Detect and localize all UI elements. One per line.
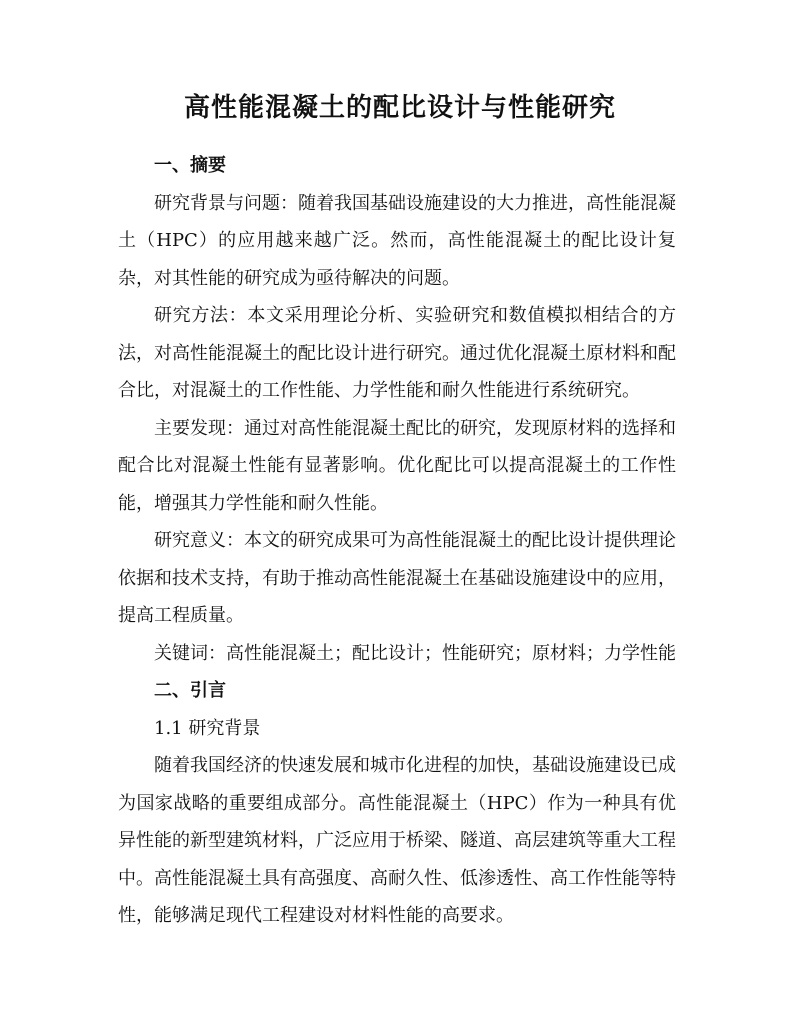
abstract-background-paragraph: 研究背景与问题：随着我国基础设施建设的大力推进，高性能混凝土（HPC）的应用越来越广泛。然而，高性能混凝土的配比设计复杂，对其性能的研究成为亟待解决的问题。 <box>118 192 677 289</box>
research-background-subheading: 1.1 研究背景 <box>154 717 261 739</box>
abstract-findings-paragraph: 主要发现：通过对高性能混凝土配比的研究，发现原材料的选择和配合比对混凝土性能有显著影响。优化配比可以提高混凝土的工作性能，增强其力学性能和耐久性能。 <box>118 417 676 514</box>
keywords-paragraph: 关键词：高性能混凝土；配比设计；性能研究；原材料；力学性能 <box>154 642 676 664</box>
document-title: 高性能混凝土的配比设计与性能研究 <box>183 93 616 123</box>
introduction-paragraph: 随着我国经济的快速发展和城市化进程的加快，基础设施建设已成为国家战略的重要组成部分。高性能混凝土（HPC）作为一种具有优异性能的新型建筑材料，广泛应用于桥梁、隧道、高层建筑等重大工程中。高性能混凝土具有高强度、高耐久性、低渗透性、高工作性能等特性，能够满足现代工程建设对材料性能的高要求。 <box>118 755 676 926</box>
introduction-heading: 二、引言 <box>154 680 226 701</box>
abstract-significance-paragraph: 研究意义：本文的研究成果可为高性能混凝土的配比设计提供理论依据和技术支持，有助于推动高性能混凝土在基础设施建设中的应用，提高工程质量。 <box>118 530 676 626</box>
abstract-method-paragraph: 研究方法：本文采用理论分析、实验研究和数值模拟相结合的方法，对高性能混凝土的配比设计进行研究。通过优化混凝土原材料和配合比，对混凝土的工作性能、力学性能和耐久性能进行系统研究。 <box>118 305 676 401</box>
abstract-heading: 一、摘要 <box>154 155 226 176</box>
document-body <box>118 147 676 935</box>
